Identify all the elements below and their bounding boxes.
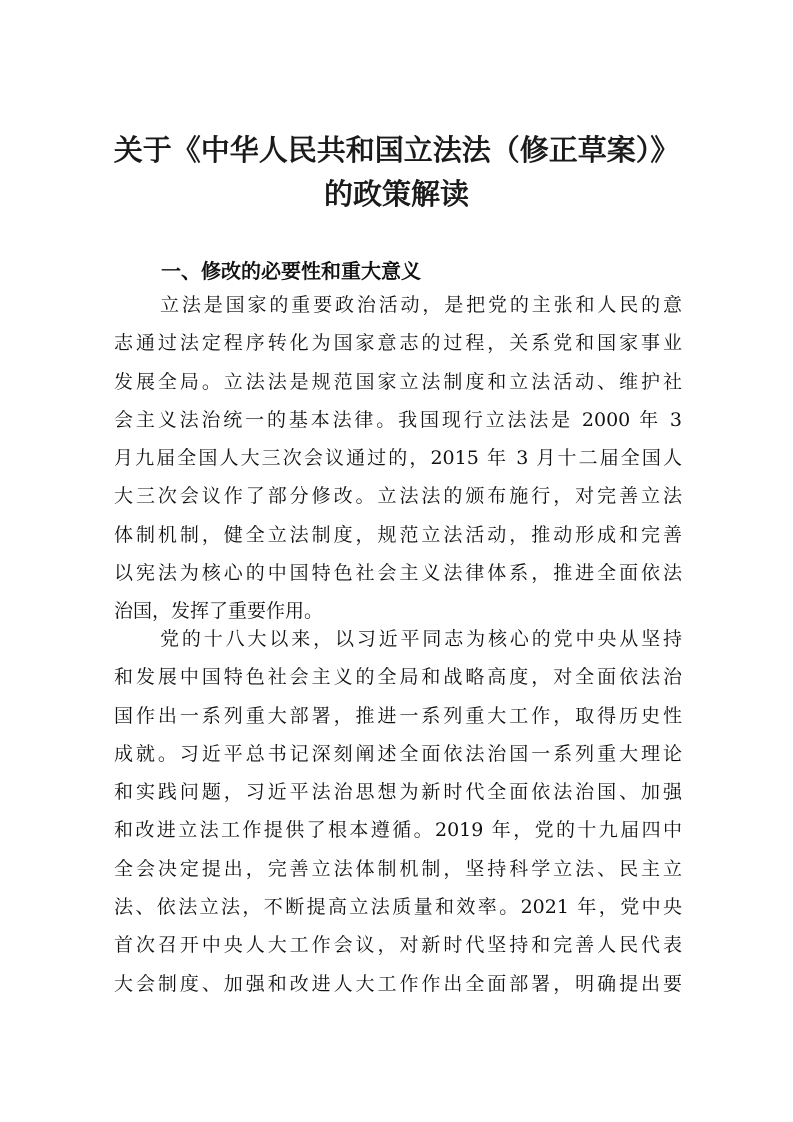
paragraph-line: 志通过法定程序转化为国家意志的过程，关系党和国家事业: [114, 332, 682, 355]
paragraph-line: 国作出一系列重大部署，推进一系列重大工作，取得历史性: [114, 704, 682, 727]
paragraph-line: 发展全局。立法法是规范国家立法制度和立法活动、维护社: [114, 370, 682, 393]
paragraph-line: 以宪法为核心的中国特色社会主义法律体系，推进全面依法: [114, 562, 682, 585]
paragraph-line: 全会决定提出，完善立法体制机制，坚持科学立法、民主立: [114, 857, 682, 880]
paragraph-line: 法、依法立法，不断提高立法质量和效率。2021 年，党中央: [114, 896, 682, 919]
paragraph-line: 会主义法治统一的基本法律。我国现行立法法是 2000 年 3: [114, 408, 682, 431]
paragraph-line: 和改进立法工作提供了根本遵循。2019 年，党的十九届四中: [114, 819, 682, 842]
paragraph-2: [114, 620, 682, 1003]
paragraph-line: 大三次会议作了部分修改。立法法的颁布施行，对完善立法: [114, 485, 682, 508]
paragraph-line: 大会制度、加强和改进人大工作作出全面部署，明确提出要: [114, 972, 682, 995]
paragraph-line: 党的十八大以来，以习近平同志为核心的党中央从坚持: [160, 628, 682, 650]
paragraph-line: 体制机制，健全立法制度，规范立法活动，推动形成和完善: [114, 523, 682, 546]
section-heading: 一、修改的必要性和重大意义: [161, 259, 421, 283]
paragraph-line: 治国，发挥了重要作用。: [114, 600, 324, 623]
document-title-line-2: 的政策解读: [323, 177, 469, 211]
paragraph-line: 和实践问题，习近平法治思想为新时代全面依法治国、加强: [114, 781, 682, 804]
paragraph-line: 月九届全国人大三次会议通过的，2015 年 3 月十二届全国人: [114, 447, 682, 470]
paragraph-1: [114, 286, 682, 631]
document-title-line-1: 关于《中华人民共和国立法法（修正草案）》: [113, 133, 680, 167]
paragraph-line: 和发展中国特色社会主义的全局和战略高度，对全面依法治: [114, 666, 682, 689]
paragraph-line: 立法是国家的重要政治活动，是把党的主张和人民的意: [160, 294, 682, 316]
paragraph-line: 成就。习近平总书记深刻阐述全面依法治国一系列重大理论: [114, 742, 682, 765]
paragraph-line: 首次召开中央人大工作会议，对新时代坚持和完善人民代表: [114, 934, 682, 957]
